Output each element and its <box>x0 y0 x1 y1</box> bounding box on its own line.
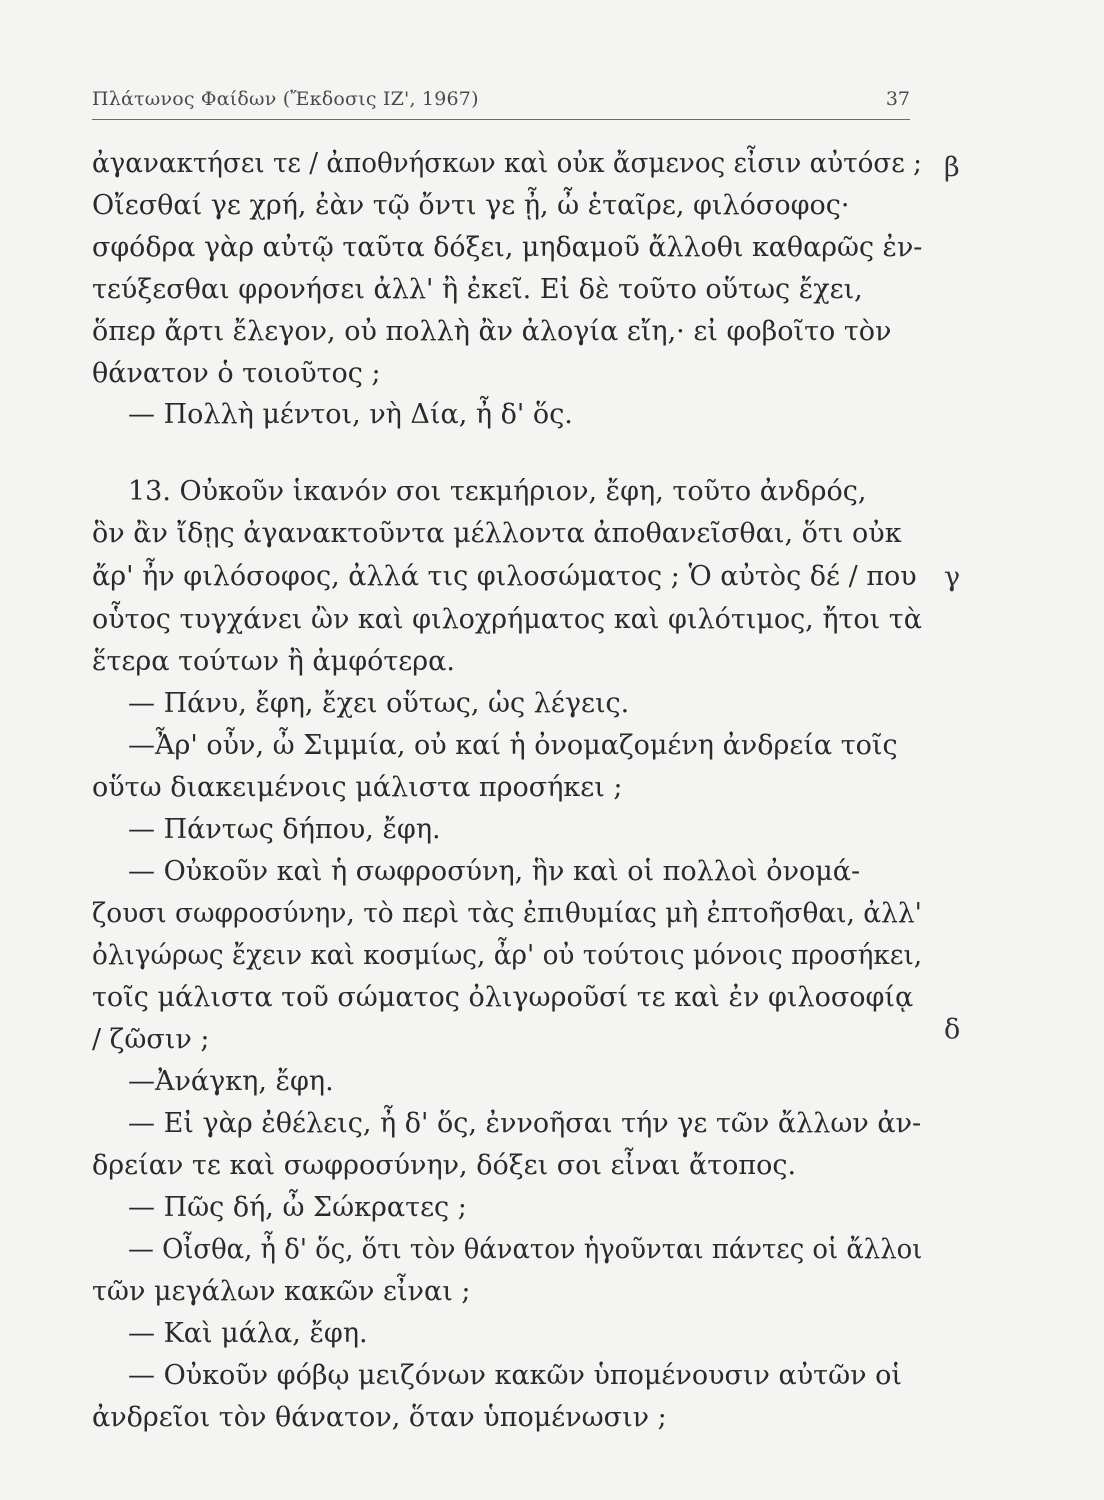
page-header <box>92 88 910 116</box>
text-line: ζουσι σωφροσύνην, τὸ περὶ τὰς ἐπιθυμίας μὴ ἐπτοῆσθαι, ἀλλ' <box>92 898 922 929</box>
text-line: οὕτω διακειμένοις μάλιστα προσήκει ; <box>92 772 623 803</box>
text-line: τοῖς μάλιστα τοῦ σώματος ὀλιγωροῦσί τε καὶ ἐν φιλοσοφίᾳ <box>92 982 914 1013</box>
text-line: 13. Οὐκοῦν ἱκανόν σοι τεκμήριον, ἔφη, τοῦτο ἀνδρός, <box>128 476 867 507</box>
text-line: — Πολλὴ μέντοι, νὴ Δία, ἦ δ' ὅς. <box>128 399 573 430</box>
page-number: 37 <box>885 88 910 110</box>
text-line: —Ἆρ' οὖν, ὦ Σιμμία, οὐ καί ἡ ὀνομαζομένη ἀνδρεία τοῖς <box>128 730 898 761</box>
text-line: ἕτερα τούτων ἢ ἀμφότερα. <box>92 646 455 677</box>
text-line: ἄρ' ἦν φιλόσοφος, ἀλλά τις φιλοσώματος ; Ὁ αὐτὸς δέ / που <box>92 561 917 592</box>
text-line: ὅπερ ἄρτι ἔλεγον, οὐ πολλὴ ἂν ἀλογία εἴη,· εἰ φοβοῖτο τὸν <box>92 316 892 347</box>
header-rule <box>92 119 910 120</box>
margin-note-delta: δ <box>944 1014 961 1045</box>
text-line: ὀλιγώρως ἔχειν καὶ κοσμίως, ἆρ' οὐ τούτοις μόνοις προσήκει, <box>92 940 923 971</box>
text-line: θάνατον ὁ τοιοῦτος ; <box>92 358 381 389</box>
text-line: — Πῶς δή, ὦ Σώκρατες ; <box>128 1192 467 1223</box>
margin-note-gamma: γ <box>944 562 961 593</box>
text-line: — Οὐκοῦν καὶ ἡ σωφροσύνη, ἣν καὶ οἱ πολλοὶ ὀνομά- <box>128 856 861 887</box>
text-line: — Εἰ γὰρ ἐθέλεις, ἦ δ' ὅς, ἐννοῆσαι τήν γε τῶν ἄλλων ἀν- <box>128 1108 922 1139</box>
text-line: — Πάντως δήπου, ἔφη. <box>128 814 441 845</box>
text-line: τεύξεσθαι φρονήσει ἀλλ' ἢ ἐκεῖ. Εἰ δὲ τοῦτο οὕτως ἔχει, <box>92 274 863 305</box>
text-line: ἀγανακτήσει τε / ἀποθνήσκων καὶ οὐκ ἄσμενος εἶσιν αὐτόσε ; <box>92 148 922 179</box>
text-line: — Πάνυ, ἔφη, ἔχει οὕτως, ὡς λέγεις. <box>128 688 630 719</box>
text-line: οὗτος τυγχάνει ὢν καὶ φιλοχρήματος καὶ φιλότιμος, ἤτοι τὰ <box>92 604 922 635</box>
text-line: Οἴεσθαί γε χρή, ἐὰν τῷ ὄντι γε ᾖ, ὦ ἑταῖρε, φιλόσοφος· <box>92 190 850 221</box>
text-line: ἀνδρεῖοι τὸν θάνατον, ὅταν ὑπομένωσιν ; <box>92 1402 667 1433</box>
text-line: — Καὶ μάλα, ἔφη. <box>128 1318 368 1349</box>
text-line: τῶν μεγάλων κακῶν εἶναι ; <box>92 1276 471 1307</box>
text-line: — Οὐκοῦν φόβῳ μειζόνων κακῶν ὑπομένουσιν αὐτῶν οἱ <box>128 1360 902 1391</box>
text-line: — Οἶσθα, ἦ δ' ὅς, ὅτι τὸν θάνατον ἡγοῦνται πάντες οἱ ἄλλοι <box>128 1234 923 1265</box>
text-line: —Ἀνάγκη, ἔφη. <box>128 1066 334 1097</box>
text-line: σφόδρα γὰρ αὐτῷ ταῦτα δόξει, μηδαμοῦ ἄλλοθι καθαρῶς ἐν- <box>92 232 923 263</box>
running-title: Πλάτωνος Φαίδων (Ἔκδοσις ΙΖ', 1967) <box>92 88 479 110</box>
text-line: ὃν ἂν ἴδῃς ἀγανακτοῦντα μέλλοντα ἀποθανεῖσθαι, ὅτι οὐκ <box>92 518 902 549</box>
text-line: δρείαν τε καὶ σωφροσύνην, δόξει σοι εἶναι ἄτοπος. <box>92 1150 797 1181</box>
margin-note-beta: β <box>944 152 960 183</box>
text-line: / ζῶσιν ; <box>92 1024 210 1055</box>
